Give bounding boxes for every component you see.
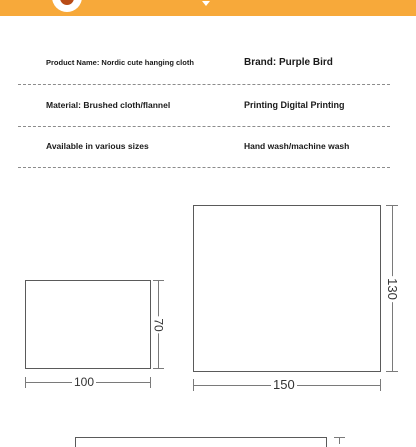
large-height-label: 130 bbox=[384, 278, 400, 300]
spec-product-name: Product Name: Nordic cute hanging cloth bbox=[46, 58, 194, 67]
small-cloth-outline bbox=[25, 280, 151, 369]
header-band bbox=[0, 0, 416, 16]
large-width-label: 150 bbox=[273, 377, 295, 392]
spec-material: Material: Brushed cloth/flannel bbox=[46, 100, 171, 110]
logo-icon bbox=[52, 0, 82, 12]
chevron-down-icon bbox=[202, 1, 210, 6]
small-height-label: 70 bbox=[151, 318, 166, 332]
spec-printing: Printing Digital Printing bbox=[244, 100, 345, 110]
small-width-label: 100 bbox=[74, 375, 95, 389]
spec-row-material-printing bbox=[18, 86, 390, 127]
spec-brand: Brand: Purple Bird bbox=[244, 57, 333, 68]
large-cloth-outline bbox=[193, 205, 381, 372]
next-cloth-outline bbox=[75, 437, 327, 447]
spec-row-name-brand bbox=[18, 44, 390, 85]
spec-sizes: Available in various sizes bbox=[46, 141, 149, 151]
spec-row-sizes-wash bbox=[18, 127, 390, 168]
spec-wash: Hand wash/machine wash bbox=[244, 141, 350, 151]
